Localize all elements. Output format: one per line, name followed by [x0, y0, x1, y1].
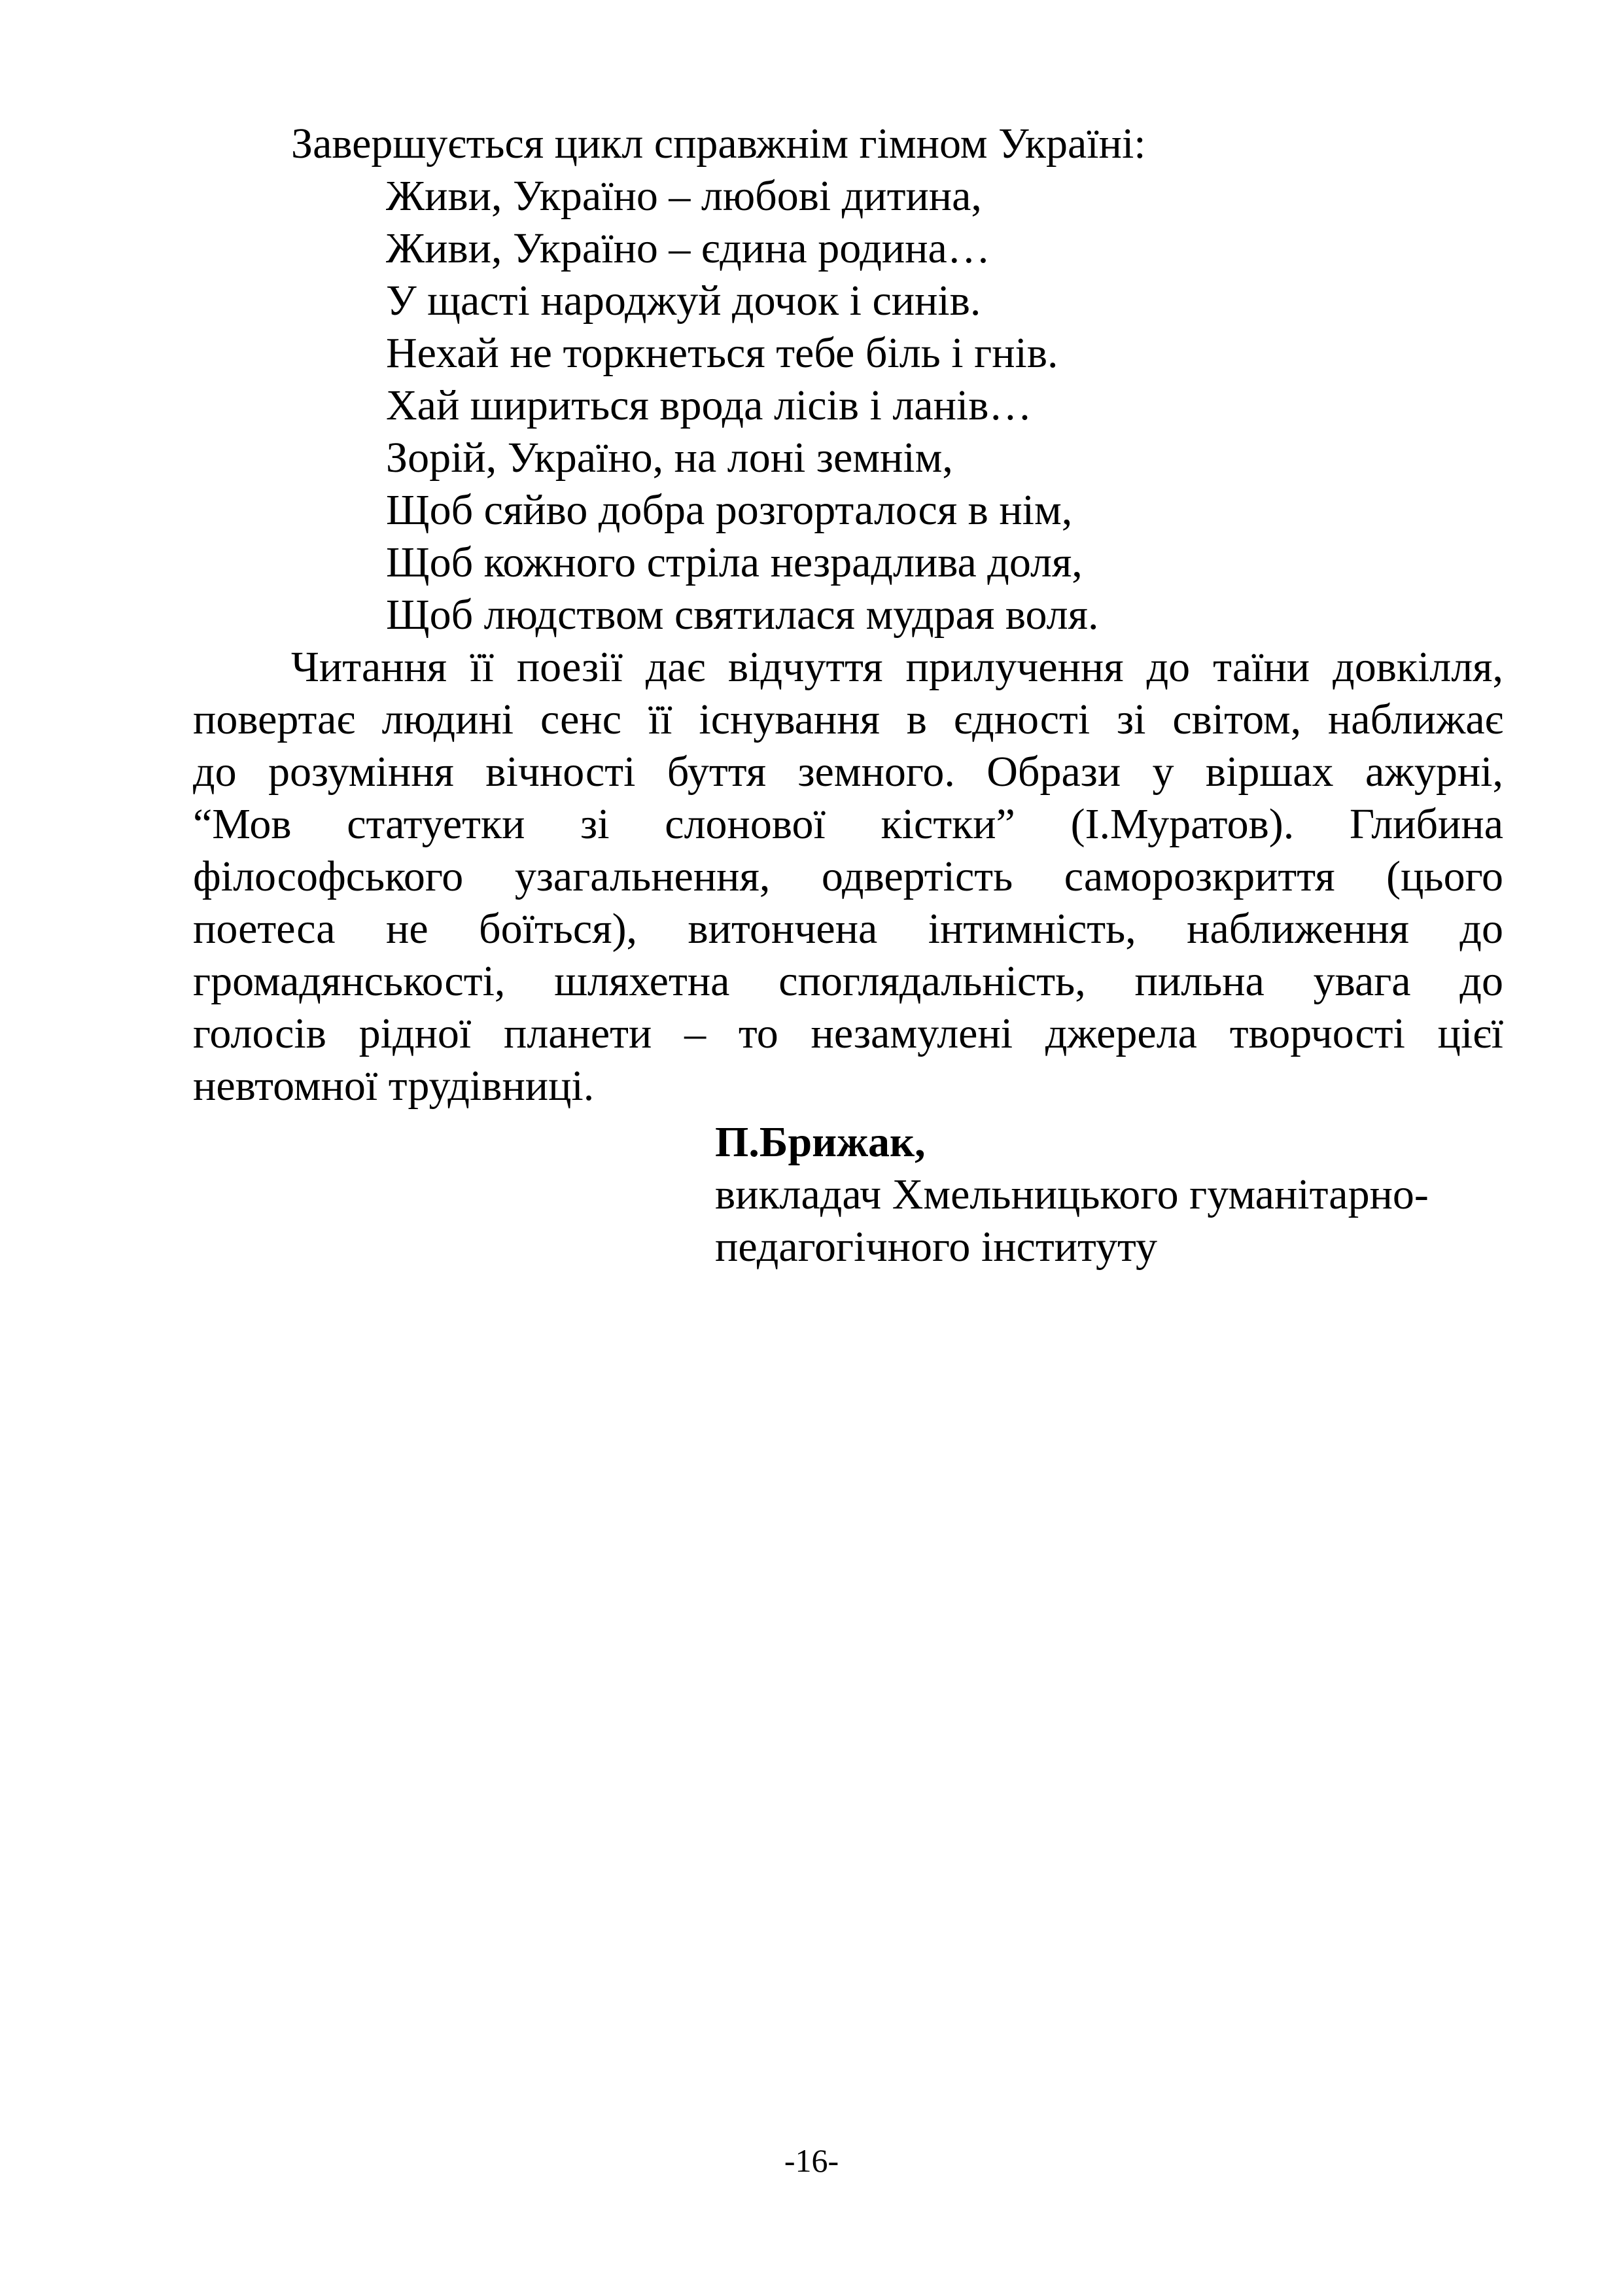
verse-line: У щасті народжуй дочок і синів.	[386, 277, 981, 325]
paragraph-line: до розуміння вічності буття земного. Образи у віршах ажурні,	[193, 748, 1503, 796]
verse-line: Зорій, Україно, на лоні земнім,	[386, 434, 953, 482]
paragraph-line: невтомної трудівниці.	[193, 1062, 595, 1110]
paragraph-line: повертає людині сенс її існування в єдності зі світом, наближає	[193, 696, 1503, 743]
author-name: П.Брижак,	[715, 1118, 926, 1166]
page-number: -16-	[784, 2142, 839, 2179]
paragraph-line: поетеса не боїться), витончена інтимність, наближення до	[193, 905, 1503, 953]
verse-line: Щоб сяйво добра розгорталося в нім,	[386, 486, 1073, 534]
paragraph-line: філософського узагальнення, одвертість саморозкриття (цього	[193, 853, 1503, 900]
paragraph-line: голосів рідної планети – то незамулені джерела творчості цієї	[193, 1010, 1503, 1057]
author-title-line: педагогічного інституту	[715, 1223, 1157, 1271]
verse-line: Хай шириться врода лісів і ланів…	[386, 381, 1032, 429]
verse-line: Нехай не торкнеться тебе біль і гнів.	[386, 329, 1058, 377]
verse-line: Живи, Україно – любові дитина,	[386, 172, 982, 220]
verse-line: Щоб людством святилася мудрая воля.	[386, 591, 1099, 639]
author-title-line: викладач Хмельницького гуманітарно-	[715, 1171, 1429, 1218]
intro-line: Завершується цикл справжнім гімном Україні:	[291, 120, 1146, 168]
paragraph-line: “Мов статуетки зі слонової кістки” (І.Муратов). Глибина	[193, 800, 1503, 848]
paragraph-line: громадянськості, шляхетна споглядальність, пильна увага до	[193, 957, 1503, 1005]
verse-line: Щоб кожного стріла незрадлива доля,	[386, 539, 1083, 586]
paragraph-line: Читання її поезії дає відчуття прилучення до таїни довкілля,	[291, 643, 1503, 691]
verse-line: Живи, Україно – єдина родина…	[386, 224, 990, 272]
